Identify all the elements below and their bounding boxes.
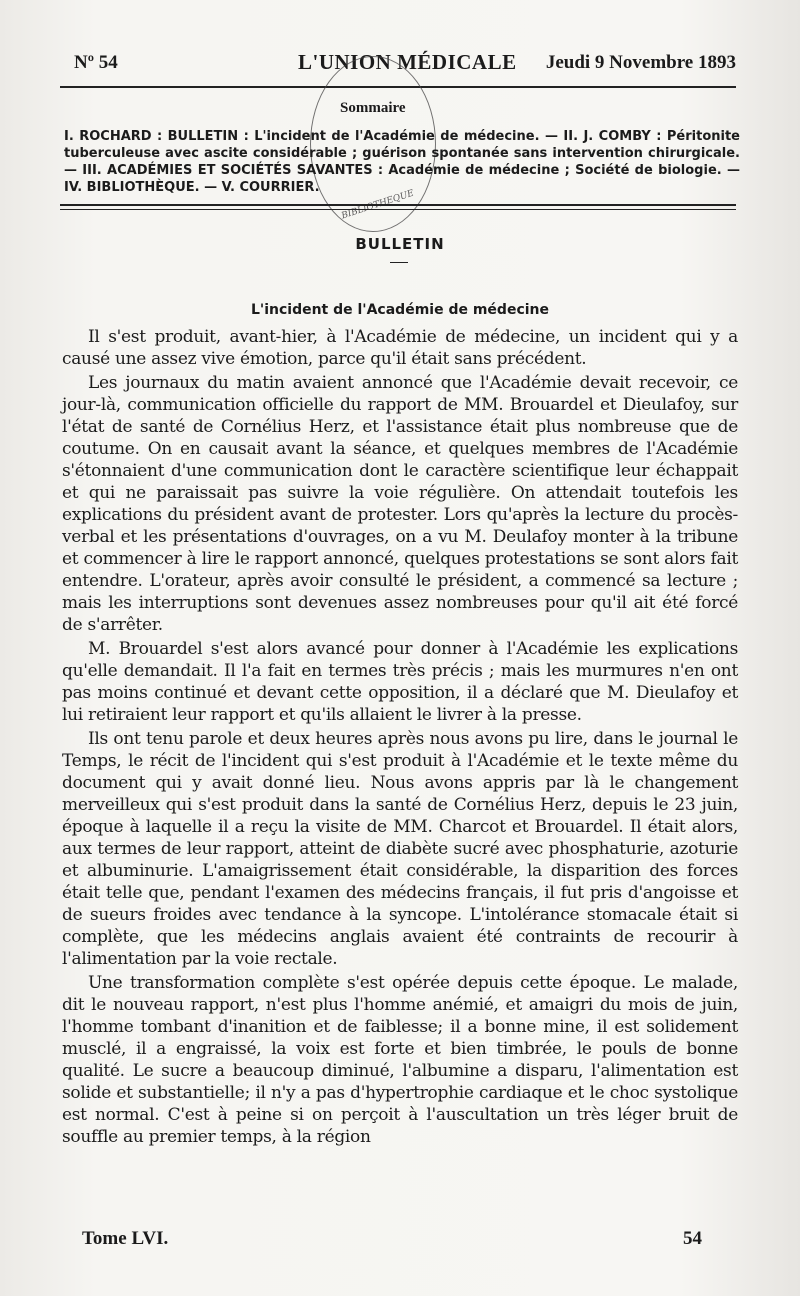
sommaire-rule-bottom (60, 209, 736, 210)
volume-label: Tome LVI. (82, 1228, 169, 1249)
issue-number: Nº 54 (74, 52, 118, 73)
journal-title: L'UNION MÉDICALE (298, 50, 517, 74)
issue-date: Jeudi 9 Novembre 1893 (545, 52, 736, 73)
section-divider (390, 262, 408, 263)
article-title: L'incident de l'Académie de médecine (251, 302, 549, 318)
paragraph: M. Brouardel s'est alors avancé pour donner à l'Académie les explications qu'elle demandait. Il l'a fait en termes très précis ; mais les murmures n'en ont pas moins continué et devant cette opposition, il a déclaré que M. Dieulafoy et lui retiraient leur rapport et qu'ils allaient le livrer à la presse. (62, 639, 738, 725)
paragraph: Ils ont tenu parole et deux heures après nous avons pu lire, dans le journal le Temps, le récit de l'incident qui s'est produit à l'Académie et le texte même du document qui y avait donné lieu. Nous avons appris par là le changement merveilleux qui s'est produit dans la santé de Cornélius Herz, depuis le 23 juin, époque à laquelle il a reçu la visite de MM. Charcot et Brouardel. Il était alors, aux termes de leur rapport, atteint de diabète sucré avec phosphaturie, azoturie et albuminurie. L'amaigrissement était considérable, la disparition des forces était telle que, pendant l'examen des médecins français, il fut pris d'angoisse et de sueurs froides avec tendance à la syncope. L'intolérance stomacale était si complète, que les médecins anglais avaient été contraints de recourir à l'alimentation par la voie rectale. (62, 729, 738, 969)
stamp-label: BIBLIOTHEQUE (340, 188, 416, 222)
sommaire-title: Sommaire (340, 100, 406, 116)
paragraph: Une transformation complète s'est opérée depuis cette époque. Le malade, dit le nouveau rapport, n'est plus l'homme anémié, et amaigri du mois de juin, l'homme tombant d'inanition et de faiblesse; il a bonne mine, il est solidement musclé, il a engraissé, la voix est forte et bien timbrée, le pouls de bonne qualité. Le sucre a beaucoup diminué, l'albumine a disparu, l'alimentation est solide et substantielle; il n'y a pas d'hypertrophie cardiaque et le choc systolique est normal. C'est à peine si on perçoit à l'auscultation un très léger bruit de souffle au premier temps, à la région (62, 973, 738, 1147)
paragraph: Il s'est produit, avant-hier, à l'Académie de médecine, un incident qui y a causé une assez vive émotion, parce qu'il était sans précédent. (62, 327, 738, 369)
page-number: 54 (683, 1228, 702, 1249)
sommaire-rule-top (60, 204, 736, 206)
section-heading: BULLETIN (355, 235, 445, 253)
article-body (62, 326, 738, 1148)
sommaire-text: I. ROCHARD : BULLETIN : L'incident de l'Académie de médecine. — II. J. COMBY : Péritonite tuberculeuse avec ascite considérable ; guérison spontanée sans intervention chirurgicale. — III. ACADÉMIES ET SOCIÉTÉS SAVANTES : Académie de médecine ; Société de biologie. — IV. BIBLIOTHÈQUE. — V. COURRIER. (64, 129, 740, 195)
paragraph: Les journaux du matin avaient annoncé que l'Académie devait recevoir, ce jour-là, communication officielle du rapport de MM. Brouardel et Dieulafoy, sur l'état de santé de Cornélius Herz, et l'assistance était plus nombreuse que de coutume. On en causait avant la séance, et quelques membres de l'Académie s'étonnaient d'une communication dont le caractère scientifique leur échappait et qui ne paraissait pas suivre la voie régulière. On attendait toutefois les explications du président avant de protester. Lors qu'après la lecture du procès-verbal et les présentations d'ouvrages, on a vu M. Deulafoy monter à la tribune et commencer à lire le rapport annoncé, quelques protestations se sont alors fait entendre. L'orateur, après avoir consulté le président, a commencé sa lecture ; mais les interruptions sont devenues assez nombreuses pour qu'il ait été forcé de s'arrêter. (62, 373, 738, 635)
